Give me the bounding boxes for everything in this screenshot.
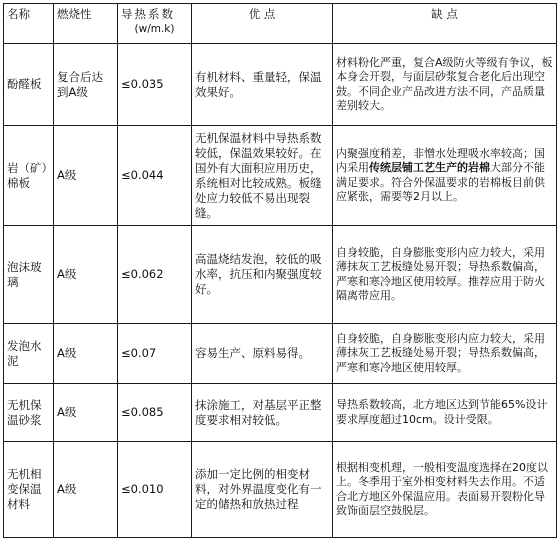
cell-disadvantages — [333, 126, 557, 226]
table-row — [4, 442, 557, 538]
cell-conductivity: ≤0.035 — [118, 44, 192, 126]
cell-conductivity: ≤0.044 — [118, 126, 192, 226]
cell-advantages: 高温烧结发泡，较低的吸水率，抗压和内聚强度较好。 — [192, 226, 333, 324]
cell-conductivity: ≤0.085 — [118, 384, 192, 442]
header-advantages: 优 点 — [192, 4, 333, 44]
table-row — [4, 44, 557, 126]
cell-fire-rating: A级 — [54, 384, 118, 442]
cell-advantages: 无机保温材料中导热系数较低，保温效果较好。在国外有大面积应用历史，系统相对比较成熟。板缝处应力较低不易出现裂缝。 — [192, 126, 333, 226]
cell-name: 酚醛板 — [4, 44, 54, 126]
header-conductivity-title: 导热系数 — [121, 7, 175, 21]
table-row — [4, 324, 557, 384]
header-name: 名称 — [4, 4, 54, 44]
cell-advantages: 有机材料、重量轻，保温效果好。 — [192, 44, 333, 126]
cell-conductivity: ≤0.010 — [118, 442, 192, 538]
cell-name: 发泡水泥 — [4, 324, 54, 384]
cell-disadvantages: 自身较脆，自身膨胀变形内应力较大，采用薄抹灰工艺板缝处易开裂；导热系数偏高，严寒和寒冷地区使用较厚。 — [333, 324, 557, 384]
cell-advantages: 抹涂施工，对基层平正整度要求相对较低。 — [192, 384, 333, 442]
cell-name: 泡沫玻璃 — [4, 226, 54, 324]
header-disadvantages: 缺 点 — [333, 4, 557, 44]
disadvantage-text-emphasis: 传统层铺工艺生产的岩棉 — [369, 161, 490, 174]
cell-disadvantages: 自身较脆，自身膨胀变形内应力较大，采用薄抹灰工艺板缝处易开裂；导热系数偏高，严寒和寒冷地区使用较厚。推荐应用于防火隔离带应用。 — [333, 226, 557, 324]
cell-fire-rating: 复合后达到A级 — [54, 44, 118, 126]
table-row — [4, 126, 557, 226]
cell-name: 岩（矿）棉板 — [4, 126, 54, 226]
cell-conductivity: ≤0.062 — [118, 226, 192, 324]
header-conductivity — [118, 4, 192, 44]
header-fire-rating: 燃烧性 — [54, 4, 118, 44]
cell-conductivity: ≤0.07 — [118, 324, 192, 384]
cell-name: 无机相变保温材料 — [4, 442, 54, 538]
cell-fire-rating: A级 — [54, 126, 118, 226]
header-conductivity-unit: (w/m.k) — [134, 23, 175, 35]
cell-advantages: 容易生产、原料易得。 — [192, 324, 333, 384]
cell-fire-rating: A级 — [54, 226, 118, 324]
disadvantage-text-pre: 内聚强度稍差，非憎水处理吸水率较高；国内采用 — [336, 146, 545, 174]
cell-name: 无机保温砂浆 — [4, 384, 54, 442]
table-row — [4, 384, 557, 442]
cell-advantages: 添加一定比例的相变材料，对外界温度变化有一定的储热和放热过程 — [192, 442, 333, 538]
cell-disadvantages: 材料粉化严重，复合A级防火等级有争议，板本身会开裂，与面层砂浆复合老化后出现空鼓。不同企业产品改进方法不同，产品质量差别较大。 — [333, 44, 557, 126]
table-header-row — [4, 4, 557, 44]
insulation-comparison-table — [3, 3, 557, 538]
cell-disadvantages: 导热系数较高，北方地区达到节能65%设计要求厚度超过10cm。设计受限。 — [333, 384, 557, 442]
table-row — [4, 226, 557, 324]
cell-disadvantages: 根据相变机理，一般相变温度选择在20度以上。冬季用于室外相变材料失去作用。不适合北方地区外保温应用。表面易开裂粉化导致饰面层空鼓脱层。 — [333, 442, 557, 538]
disadvantage-text-post: 大部分不能满足要求。符合外保温要求的岩棉板目前供应紧张，需要等2月以上。 — [336, 161, 545, 203]
cell-fire-rating: A级 — [54, 324, 118, 384]
cell-fire-rating: A级 — [54, 442, 118, 538]
